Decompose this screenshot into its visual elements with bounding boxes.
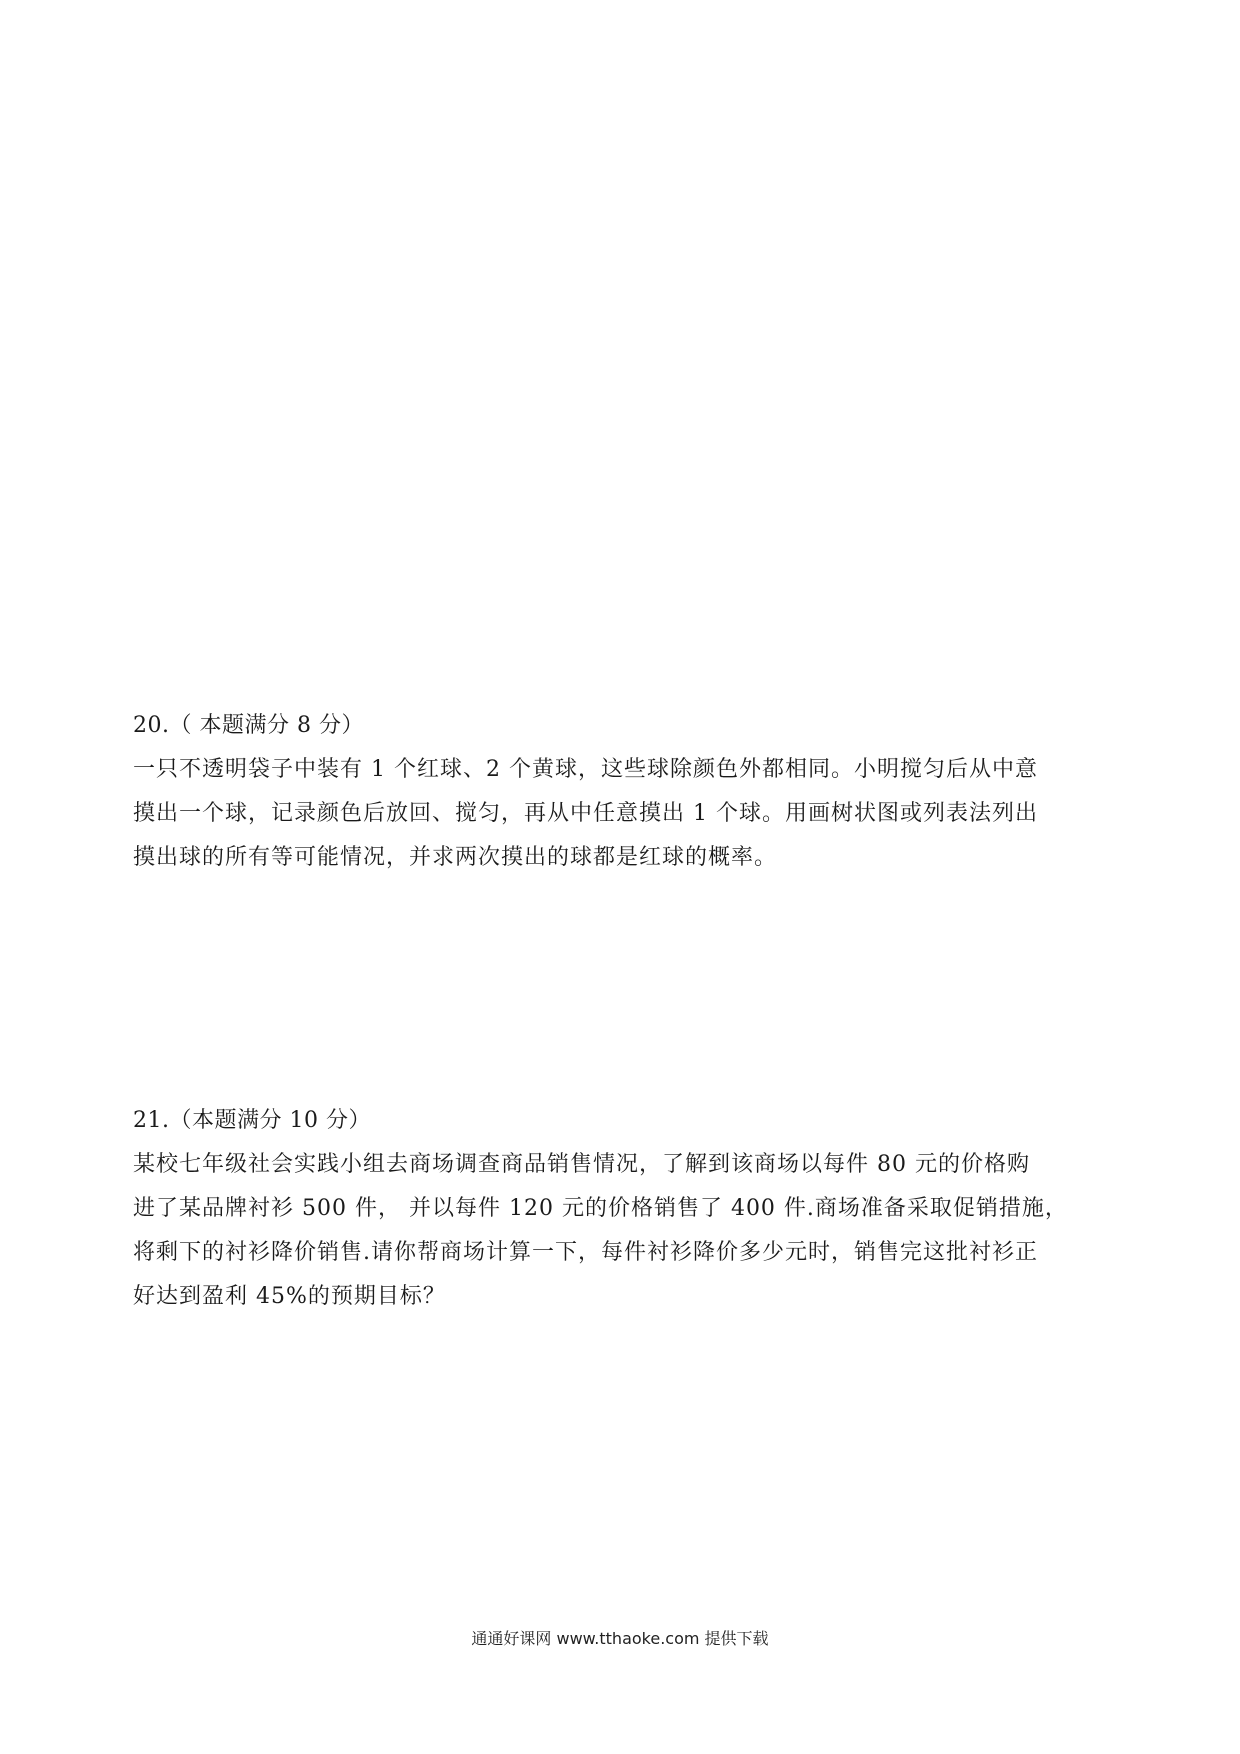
question-20 (133, 711, 1123, 887)
question-21-line-2: 进了某品牌衬衫 500 件， 并以每件 120 元的价格销售了 400 件.商场准备采取促销措施， (133, 1196, 1068, 1221)
page-footer: 通通好课网 www.tthaoke.com 提供下载 (471, 1629, 769, 1648)
question-21-header: 21.（本题满分 10 分） (133, 1108, 371, 1133)
question-21-line-1: 某校七年级社会实践小组去商场调查商品销售情况，了解到该商场以每件 80 元的价格购 (133, 1152, 1030, 1177)
question-20-header: 20.（ 本题满分 8 分） (133, 713, 364, 738)
question-21 (133, 1106, 1123, 1326)
question-21-line-3: 将剩下的衬衫降价销售.请你帮商场计算一下，每件衬衫降价多少元时，销售完这批衬衫正 (133, 1240, 1038, 1265)
question-20-line-1: 一只不透明袋子中装有 1 个红球、2 个黄球，这些球除颜色外都相同。小明搅匀后从中意 (133, 757, 1038, 782)
question-20-line-2: 摸出一个球，记录颜色后放回、搅匀，再从中任意摸出 1 个球。用画树状图或列表法列出 (133, 801, 1038, 826)
question-20-line-3: 摸出球的所有等可能情况，并求两次摸出的球都是红球的概率。 (133, 845, 778, 870)
question-21-line-4: 好达到盈利 45%的预期目标？ (133, 1284, 446, 1309)
